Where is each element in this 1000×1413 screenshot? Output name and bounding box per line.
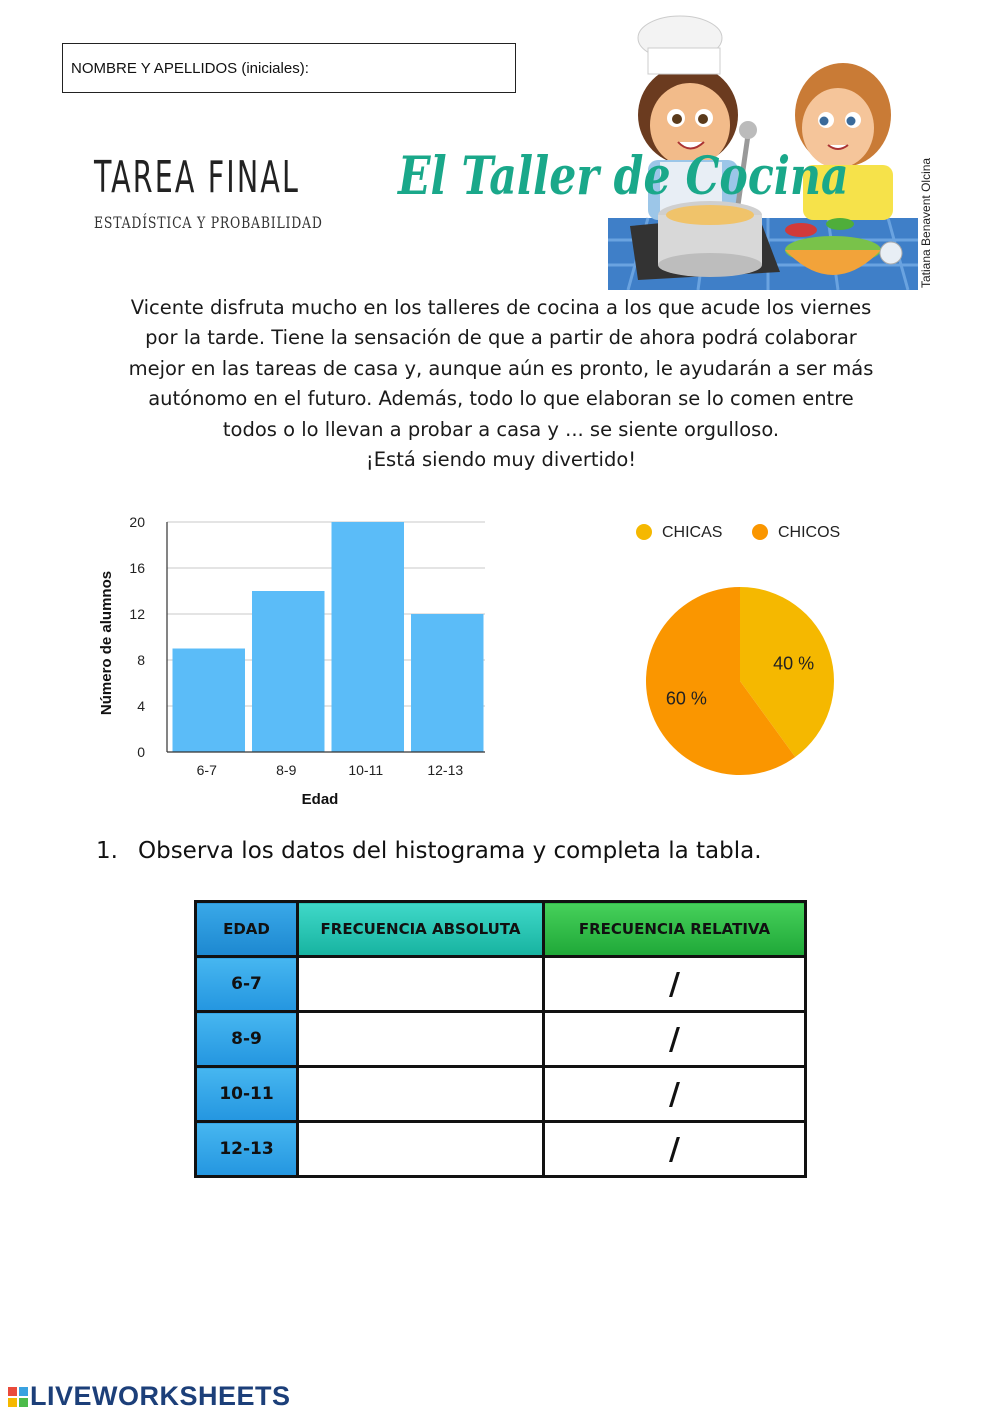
- x-tick-label: 10-11: [348, 762, 384, 778]
- liveworksheets-icon: [8, 1387, 28, 1407]
- intro-line: por la tarde. Tiene la sensación de que a partir de ahora podrá colaborar: [145, 326, 857, 350]
- cooking-workshop-logo-text: El Taller de Cocina: [398, 146, 849, 207]
- absolute-frequency-input[interactable]: [298, 957, 544, 1012]
- age-cell: 12-13: [196, 1122, 298, 1177]
- intro-line: Vicente disfruta mucho en los talleres de cocina a los que acude los viernes: [130, 296, 872, 319]
- table-row: [196, 957, 806, 1012]
- histogram-bar: [252, 591, 325, 752]
- table-header-row: [196, 902, 806, 957]
- age-cell: 6-7: [196, 957, 298, 1012]
- histogram-bar: [411, 614, 484, 752]
- relative-frequency-input[interactable]: [544, 1122, 806, 1177]
- y-axis-label: Número de alumnos: [98, 570, 115, 716]
- intro-paragraph: [86, 293, 916, 475]
- y-tick-label: 8: [137, 652, 145, 668]
- frequency-table: [194, 900, 807, 1178]
- header-absolute-frequency: FRECUENCIA ABSOLUTA: [298, 902, 544, 957]
- legend-swatch: [752, 524, 768, 540]
- histogram-bar: [173, 649, 246, 753]
- name-field[interactable]: [62, 43, 516, 93]
- x-tick-label: 8-9: [276, 762, 297, 778]
- age-cell: 8-9: [196, 1012, 298, 1067]
- absolute-frequency-input[interactable]: [298, 1067, 544, 1122]
- absolute-frequency-input[interactable]: [298, 1012, 544, 1067]
- header-relative-frequency: FRECUENCIA RELATIVA: [544, 902, 806, 957]
- gender-pie-chart: [620, 510, 880, 790]
- y-tick-label: 12: [129, 606, 145, 622]
- fraction-slash: /: [669, 966, 680, 1002]
- table-row: [196, 1122, 806, 1177]
- header-edad: EDAD: [196, 902, 298, 957]
- age-histogram: [90, 505, 510, 815]
- liveworksheets-logo[interactable]: [8, 1381, 291, 1412]
- question-number: 1.: [96, 838, 118, 864]
- author-credit: Tatiana Benavent Olcina: [919, 157, 933, 288]
- relative-frequency-input[interactable]: [544, 957, 806, 1012]
- y-tick-label: 4: [137, 698, 145, 714]
- name-field-label: NOMBRE Y APELLIDOS (iniciales):: [71, 60, 309, 77]
- question-1: [96, 838, 762, 864]
- relative-frequency-input[interactable]: [544, 1067, 806, 1122]
- intro-line: todos o lo llevan a probar a casa y ... se siente orgulloso.: [222, 417, 780, 441]
- pie-data-label: 60 %: [665, 688, 707, 709]
- legend-label: CHICAS: [662, 524, 723, 541]
- age-cell: 10-11: [196, 1067, 298, 1122]
- legend-label: CHICOS: [778, 524, 841, 541]
- x-tick-label: 6-7: [196, 762, 217, 778]
- fraction-slash: /: [669, 1131, 680, 1167]
- y-tick-label: 0: [137, 744, 145, 760]
- absolute-frequency-input[interactable]: [298, 1122, 544, 1177]
- table-row: [196, 1067, 806, 1122]
- histogram-bar: [332, 522, 405, 752]
- question-text: Observa los datos del histograma y completa la tabla.: [138, 838, 762, 864]
- pie-data-label: 40 %: [773, 653, 815, 674]
- relative-frequency-input[interactable]: [544, 1012, 806, 1067]
- x-tick-label: 12-13: [427, 762, 464, 778]
- x-axis-label: Edad: [301, 791, 339, 808]
- legend-swatch: [636, 524, 652, 540]
- worksheet-subtitle: ESTADÍSTICA Y PROBABILIDAD: [94, 213, 323, 232]
- fraction-slash: /: [669, 1076, 680, 1112]
- worksheet-title: TAREA FINAL: [94, 152, 301, 203]
- y-tick-label: 20: [129, 514, 145, 530]
- intro-line: ¡Está siendo muy divertido!: [365, 448, 637, 472]
- y-tick-label: 16: [129, 560, 145, 576]
- fraction-slash: /: [669, 1021, 680, 1057]
- intro-line: autónomo en el futuro. Además, todo lo que elaboran se lo comen entre: [148, 387, 854, 411]
- table-row: [196, 1012, 806, 1067]
- liveworksheets-brand: LIVEWORKSHEETS: [30, 1381, 291, 1411]
- intro-line: mejor en las tareas de casa y, aunque aún es pronto, le ayudarán a ser más: [128, 356, 874, 380]
